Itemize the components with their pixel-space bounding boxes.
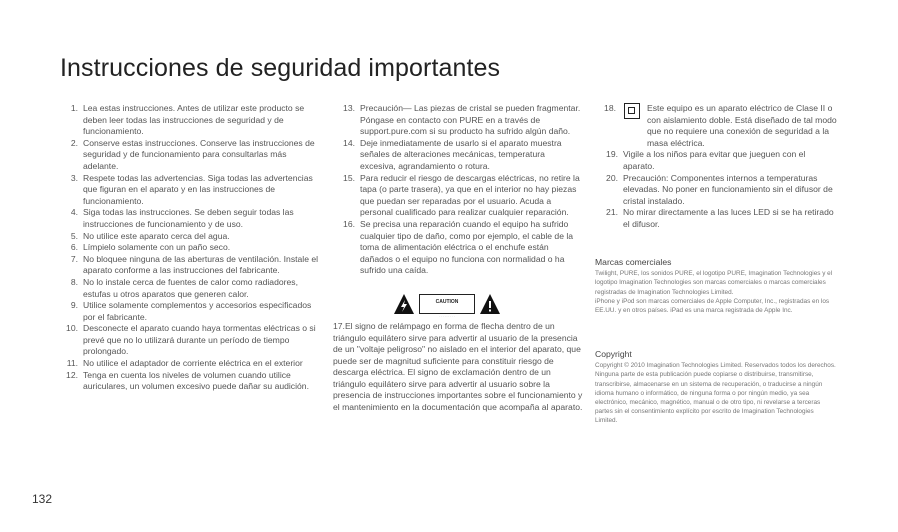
list-item: 16. Se precisa una reparación cuando el equipo ha sufrido cualquier tipo de daño, como por ejemplo, el cable de la toma de alimentación eléctrica o el enchufe están dañados o el equipo no funciona con normalidad o ha sufrido una caída. <box>343 218 574 276</box>
list-item-17: 17.El signo de relámpago en forma de flecha dentro de un triángulo equilátero sirve para advertir al usuario de la presencia de un "voltaje peligroso" no aislado en el interior del aparato, que puede ser de magnitud suficiente para constituir riesgo de descarga eléctrica. El signo de exclamación dentro de un triángulo equilátero sirve para advertir al usuario sobre la presencia de instrucciones importantes sobre el funcionamiento y el mantenimiento en la documentación que acompaña al aparato. <box>333 320 583 413</box>
trademarks-text-1: Twilight, PURE, los sonidos PURE, el logotipo PURE, Imagination Technologies y el logotipo Imagination Technologies son marcas comerciales o marcas comerciales registradas de Imagination Technologies Limited. <box>595 270 833 296</box>
list-item: 3. Respete todas las advertencias. Siga todas las advertencias que figuran en el aparato y en las instrucciones de funcionamiento. <box>70 172 313 206</box>
page-title: Instrucciones de seguridad importantes <box>60 54 501 82</box>
instruction-list-1 <box>58 103 320 393</box>
list-item: 20. Precaución: Componentes internos a temperaturas elevadas. No poner en funcionamiento sin el difusor de cristal instalado. <box>606 172 833 206</box>
list-item: 8. No lo instale cerca de fuentes de calor como radiadores, estufas u otros aparatos que generen calor. <box>70 276 298 299</box>
caution-box: CAUTION · · · · · · · · · <box>419 294 475 314</box>
list-item: 9. Utilice solamente complementos y accesorios especificados por el fabricante. <box>70 300 312 322</box>
list-item: 1. Lea estas instrucciones. Antes de utilizar este producto se deben leer todas las instrucciones de seguridad y de funcionamiento. <box>70 103 305 137</box>
list-item: 19. Vigile a los niños para evitar que jueguen con el aparato. <box>606 149 806 171</box>
trademarks-text-2: iPhone y iPod son marcas comerciales de Apple Computer, Inc., registradas en los EE.UU. y en otros países. iPad es una marca registrada de Apple Inc. <box>595 297 830 315</box>
list-item: 14. Deje inmediatamente de usarlo si el aparato muestra señales de alteraciones mecánicas, temperatura excesiva, agrandamiento o rotura. <box>343 137 562 171</box>
trademarks-heading: Marcas comerciales <box>595 257 672 267</box>
lightning-warning-icon <box>393 293 415 315</box>
list-item: 11. No utilice el adaptador de corriente eléctrica en el exterior <box>66 358 303 369</box>
caution-label-graphic <box>393 293 583 318</box>
list-item: 12. Tenga en cuenta los niveles de volumen cuando utilice auriculares, un volumen excesivo puede dañar su audición. <box>66 369 309 392</box>
list-item: 21. No mirar directamente a las luces LED si se ha retirado el difusor. <box>606 207 834 229</box>
list-item: 2. Conserve estas instrucciones. Conserve las instrucciones de seguridad y de funcionamiento para consultarlas más adelante. <box>70 137 315 171</box>
instruction-list-2 <box>333 103 583 277</box>
copyright-text: Copyright © 2010 Imagination Technologies Limited. Reservados todos los derechos. Ninguna parte de esta publicación puede copiarse o distribuirse, transmitirse, transcribirse, almacenarse en un sistema de recuperación, o traducirse a ningún idioma humano o informático, de ninguna forma o por ningún medio, ya sea electrónico, mecánico, magnético, manual o de otro tipo, ni revelarse a terceras partes sin el consentimiento explícito por escrito de Imagination Technologies Limited. <box>595 362 836 425</box>
exclamation-warning-icon <box>479 293 501 315</box>
list-item: 13. Precaución— Las piezas de cristal se pueden fragmentar. Póngase en contacto con PURE en a través de support.pure.com si su producto ha sufrido algún daño. <box>343 103 581 137</box>
list-item: 7. No bloquee ninguna de las aberturas de ventilación. Instale el aparato conforme a las instrucciones del fabricante. <box>70 253 319 276</box>
copyright-section <box>595 350 837 426</box>
list-item-18: 18. Este equipo es un aparato eléctrico de Clase II o con aislamiento doble. Está diseñado de tal modo que no requiere una conexión de seguridad a la masa eléctrica. <box>604 103 837 148</box>
list-item: 10. Desconecte el aparato cuando haya tormentas eléctricas o si prevé que no lo utilizará durante un período de tiempo prolongado. <box>66 323 316 357</box>
list-item: 5. No utilice este aparato cerca del agua. <box>70 230 230 241</box>
copyright-heading: Copyright <box>595 349 632 359</box>
list-item: 15. Para reducir el riesgo de descargas eléctricas, no retire la tapa (o parte trasera), ya que en el interior no hay piezas que puedan ser reparadas por el usuario. Acuda a personal cualificado para realizar cualquier reparación. <box>343 172 580 218</box>
page-number: 132 <box>32 492 53 506</box>
double-insulation-icon <box>624 103 640 119</box>
instructions-column-1 <box>58 103 320 393</box>
list-item: 6. Límpielo solamente con un paño seco. <box>70 242 231 253</box>
list-item: 4. Siga todas las instrucciones. Se deben seguir todas las instrucciones de funcionamiento y de uso. <box>70 207 294 229</box>
instructions-column-2 <box>333 103 583 414</box>
instructions-column-3 <box>598 103 838 231</box>
trademarks-section <box>595 258 837 315</box>
instruction-list-3 <box>598 149 838 230</box>
